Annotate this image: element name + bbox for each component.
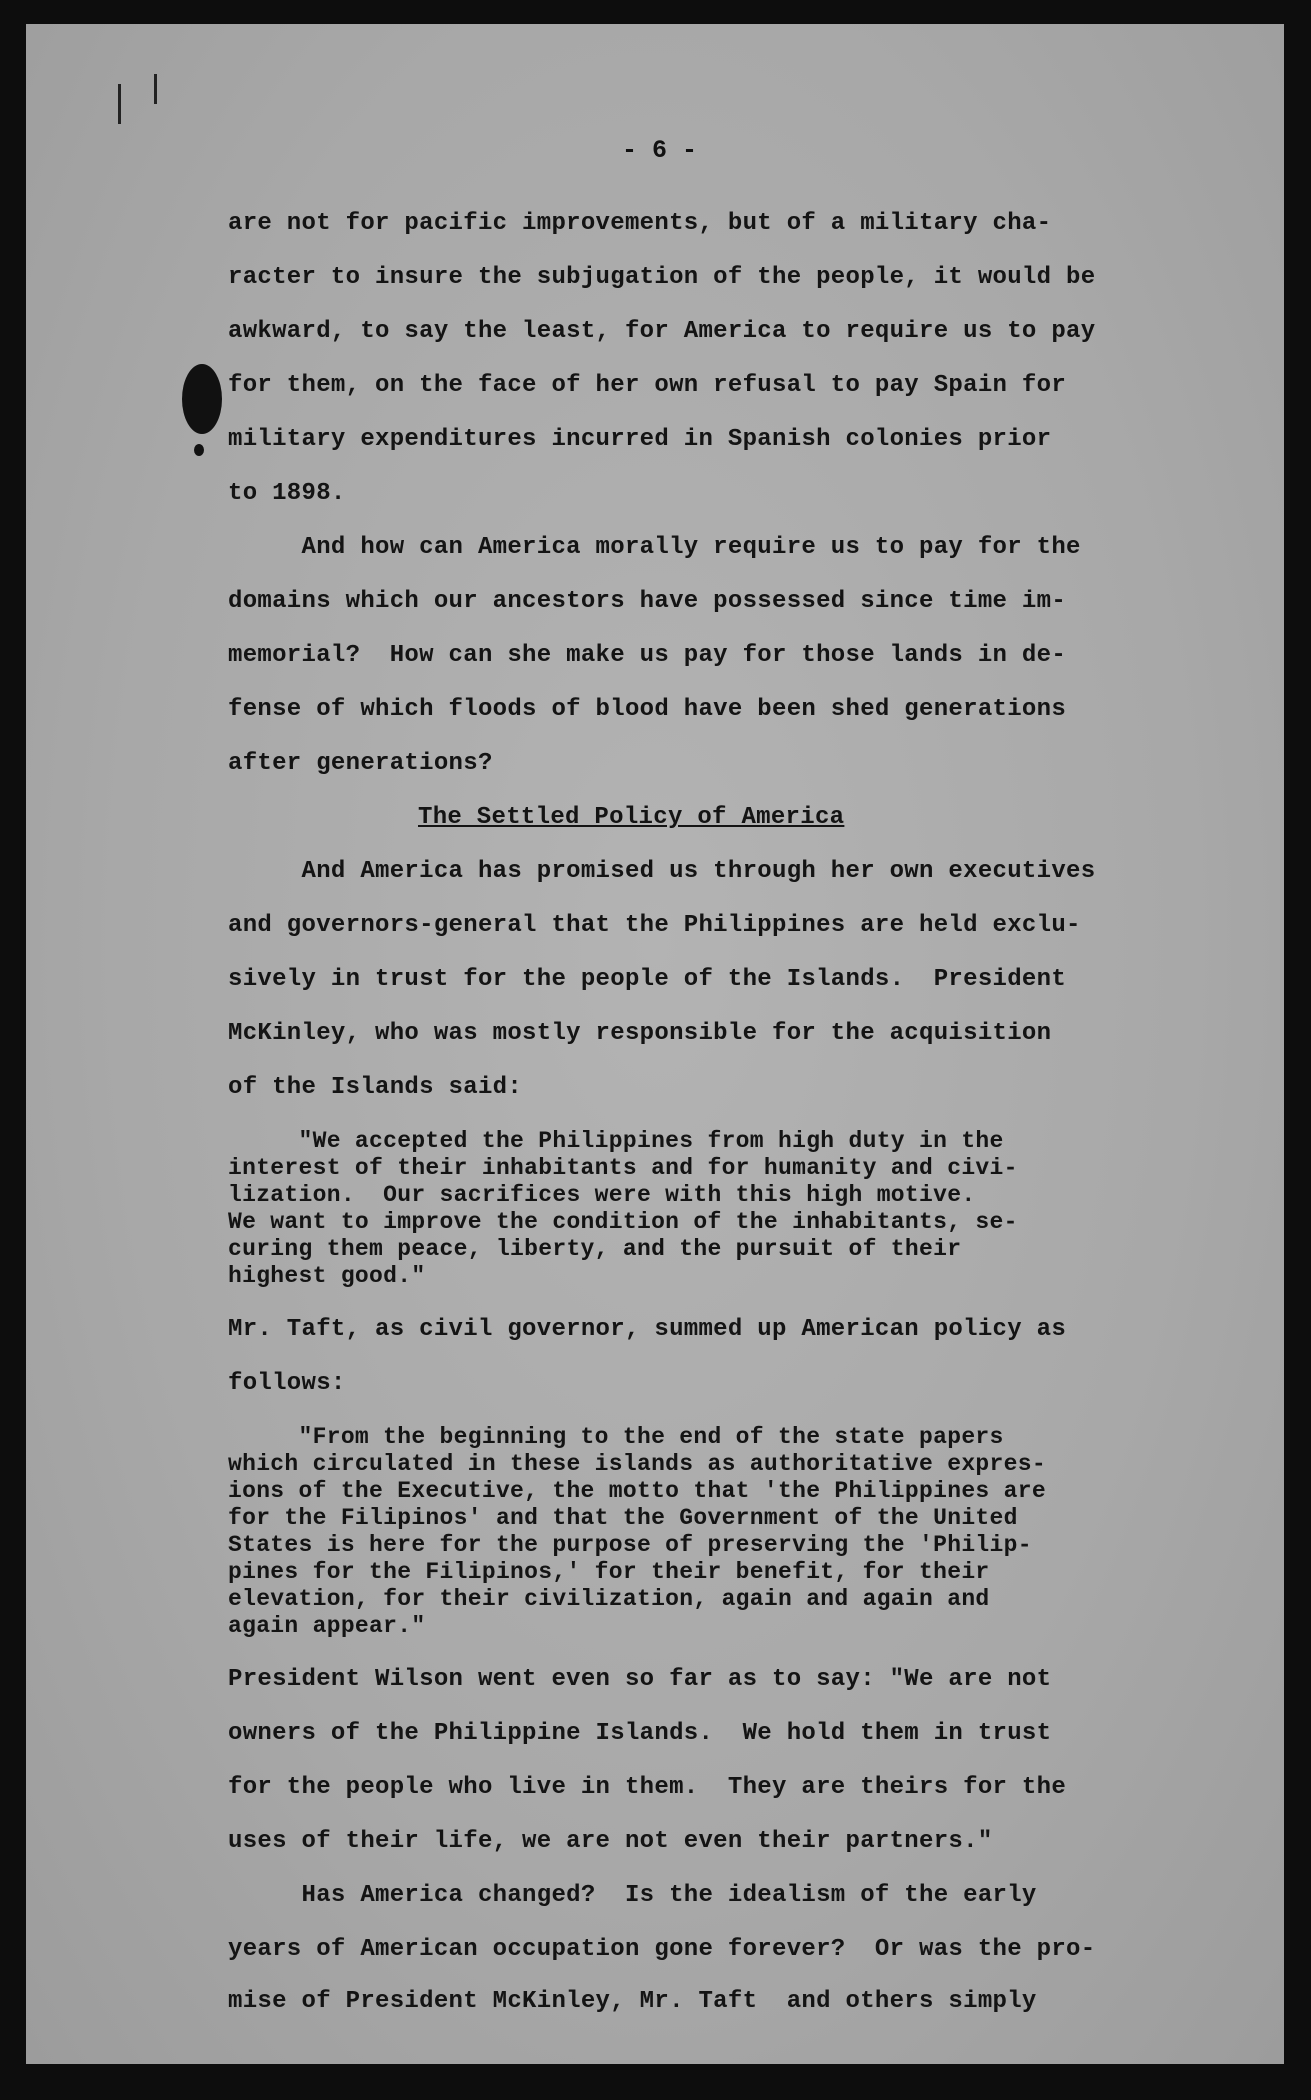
quote-line: "We accepted the Philippines from high duty in the (228, 1128, 1004, 1154)
text-line: memorial? How can she make us pay for those lands in de- (228, 642, 1067, 669)
quote-line: "From the beginning to the end of the state papers (228, 1424, 1004, 1450)
quote-line: elevation, for their civilization, again and again and (228, 1586, 990, 1612)
document-page (26, 24, 1284, 2064)
text-line: And America has promised us through her own executives (228, 858, 1096, 885)
text-line: follows: (228, 1370, 346, 1397)
document-body (228, 24, 1208, 2015)
text-line: and governors-general that the Philippines are held exclu- (228, 912, 1081, 939)
ink-blot (182, 364, 222, 434)
text-line: fense of which floods of blood have been shed generations (228, 696, 1067, 723)
quote-line: again appear." (228, 1613, 426, 1639)
quote-line: We want to improve the condition of the inhabitants, se- (228, 1209, 1018, 1235)
text-line: are not for pacific improvements, but of a military cha- (228, 210, 1052, 237)
quote-line: interest of their inhabitants and for humanity and civi- (228, 1155, 1018, 1181)
text-line: racter to insure the subjugation of the people, it would be (228, 264, 1096, 291)
quote-line: curing them peace, liberty, and the pursuit of their (228, 1236, 962, 1262)
text-line: Has America changed? Is the idealism of the early (228, 1882, 1037, 1909)
text-line: for the people who live in them. They are theirs for the (228, 1774, 1067, 1801)
text-line: And how can America morally require us to pay for the (228, 534, 1081, 561)
text-line: uses of their life, we are not even their partners." (228, 1828, 993, 1855)
text-line: sively in trust for the people of the Islands. President (228, 966, 1067, 993)
text-line: of the Islands said: (228, 1074, 523, 1101)
section-heading: The Settled Policy of America (418, 804, 845, 831)
text-line: mise of President McKinley, Mr. Taft and others simply (228, 1988, 1037, 2015)
page-number: - 6 - (622, 136, 698, 165)
text-line: President Wilson went even so far as to say: "We are not (228, 1666, 1052, 1693)
quote-line: ions of the Executive, the motto that 'the Philippines are (228, 1478, 1046, 1504)
text-line: owners of the Philippine Islands. We hold them in trust (228, 1720, 1052, 1747)
text-line: for them, on the face of her own refusal to pay Spain for (228, 372, 1067, 399)
text-line: military expenditures incurred in Spanish colonies prior (228, 426, 1052, 453)
text-line: Mr. Taft, as civil governor, summed up American policy as (228, 1316, 1067, 1343)
quote-line: lization. Our sacrifices were with this high motive. (228, 1182, 976, 1208)
ink-mark (154, 74, 157, 104)
text-line: to 1898. (228, 480, 346, 507)
ink-mark (118, 84, 121, 124)
quote-line: States is here for the purpose of preserving the 'Philip- (228, 1532, 1032, 1558)
quote-line: pines for the Filipinos,' for their benefit, for their (228, 1559, 990, 1585)
ink-dot (194, 444, 204, 456)
text-line: years of American occupation gone forever? Or was the pro- (228, 1936, 1096, 1963)
text-line: domains which our ancestors have possessed since time im- (228, 588, 1067, 615)
quote-line: highest good." (228, 1263, 426, 1289)
text-line: after generations? (228, 750, 493, 777)
text-line: McKinley, who was mostly responsible for the acquisition (228, 1020, 1052, 1047)
quote-line: which circulated in these islands as authoritative expres- (228, 1451, 1046, 1477)
quote-line: for the Filipinos' and that the Government of the United (228, 1505, 1018, 1531)
text-line: awkward, to say the least, for America to require us to pay (228, 318, 1096, 345)
